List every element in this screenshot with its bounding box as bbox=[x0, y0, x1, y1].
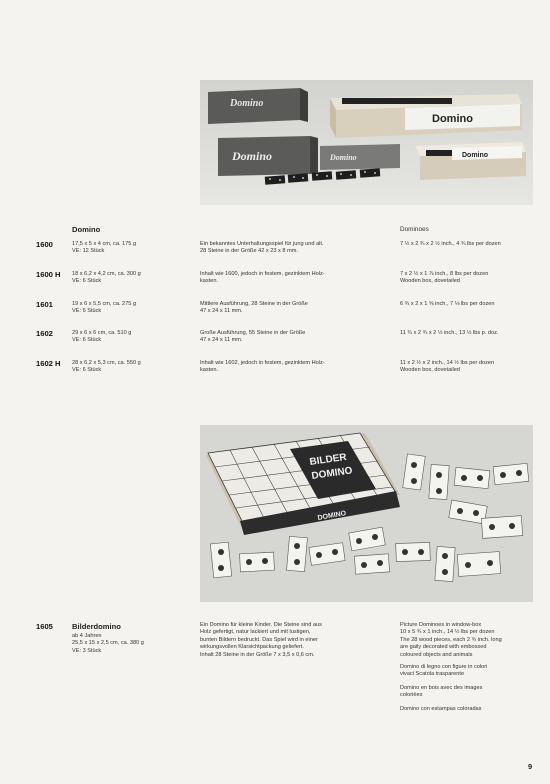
box-label-1: Domino bbox=[230, 98, 264, 109]
section1-title-en: Dominoes bbox=[400, 226, 429, 233]
item-description: Mittlere Ausführung, 28 Steine in der Größe 47 x 24 x 11 mm. bbox=[200, 301, 308, 315]
item-spec: ab 4 Jahren 25,5 x 15 x 2,5 cm, ca. 380 g VE: 3 Stück bbox=[72, 633, 144, 654]
box-title-line1: BILDER bbox=[308, 451, 348, 468]
item-english: 6 ¾ x 2 x 1 ⅝ inch., 7 ⅛ lbs per dozen bbox=[400, 301, 495, 307]
box-label-4: Domino bbox=[462, 152, 489, 159]
svg-text:Domino: Domino bbox=[330, 153, 357, 162]
bilderdomino-photo bbox=[200, 425, 533, 602]
item-spec: 28 x 6,2 x 5,3 cm, ca. 550 g VE: 6 Stück bbox=[72, 360, 141, 374]
item-description: Ein bekanntes Unterhaltungsspiel für jung und alt. 28 Steine in der Größe 42 x 23 x 8 mm. bbox=[200, 241, 324, 255]
section1-title: Domino bbox=[72, 225, 101, 234]
item-code: 1600 H bbox=[36, 270, 61, 279]
box-side-label: DOMINO bbox=[317, 510, 347, 522]
item-english: Picture Dominoes in window-box 10 x 5 ¾ x 1 inch., 14 ½ lbs per dozen The 28 wood pieces, each 2 ¾ inch. long are gaily decorated with embossed coloured objects and animals bbox=[400, 622, 502, 658]
item-english: 11 x 2 ½ x 2 inch., 14 ½ lbs per dozen Wooden box, dovetailed bbox=[400, 360, 495, 374]
item-spec: 17,5 x 5 x 4 cm, ca. 175 g VE: 12 Stück bbox=[72, 241, 137, 255]
box-label-2: Domino bbox=[432, 113, 473, 125]
item-description: Inhalt wie 1600, jedoch in festem, gezinktem Holz- kasten. bbox=[200, 271, 325, 285]
item-spec: 29 x 6 x 6 cm, ca. 510 g VE: 6 Stück bbox=[72, 330, 132, 344]
item-english: 7 ½ x 2 ¾ x 2 ½ inch., 4 ¾ lbs per dozen bbox=[400, 241, 501, 247]
item-english: 11 ¾ x 2 ¾ x 2 ½ inch., 13 ½ lbs p. doz. bbox=[400, 330, 499, 336]
item-spanish: Domino con estampas coloradas bbox=[400, 706, 482, 712]
item-code: 1601 bbox=[36, 300, 53, 309]
item-description: Große Ausführung, 55 Steine in der Größe 47 x 24 x 11 mm. bbox=[200, 330, 306, 344]
item-spec: 18 x 6,2 x 4,2 cm, ca. 300 g VE: 6 Stück bbox=[72, 271, 141, 285]
page-number: 9 bbox=[528, 762, 533, 771]
item-code: 1605 bbox=[36, 622, 53, 631]
item-code: 1602 H bbox=[36, 359, 61, 368]
item-english: 7 x 2 ½ x 1 ⅞ inch., 8 lbs per dozen Wooden box, dovetailed bbox=[400, 271, 489, 285]
item-spec: 19 x 6 x 5,5 cm, ca. 275 g VE: 6 Stück bbox=[72, 301, 137, 315]
item-french: Domino en bois avec des images coloriées bbox=[400, 685, 483, 699]
item-description: Ein Domino für kleine Kinder. Die Steine sind aus Holz gefertigt, natur lackiert und mit lustigen, bunten Bildern bedruckt. Das Spiel wird in einer wirkungsvollen Klarsichtpackung geliefert. Inhalt 28 Steine in der Größe 7 x 3,5 x 0,6 cm. bbox=[200, 622, 322, 658]
section2-title: Bilderdomino bbox=[72, 622, 121, 631]
box-label-3: Domino bbox=[232, 149, 273, 163]
bilderdomino-illustration bbox=[200, 425, 533, 602]
item-description: Inhalt wie 1602, jedoch in festem, gezinktem Holz- kasten. bbox=[200, 360, 325, 374]
item-code: 1600 bbox=[36, 240, 53, 249]
domino-boxes-photo bbox=[200, 80, 533, 205]
item-italian: Domino di legno con figure in colori vivaci Scatola trasparente bbox=[400, 664, 488, 678]
domino-boxes-illustration bbox=[200, 80, 533, 205]
box-title-line2: DOMINO bbox=[310, 465, 354, 482]
item-code: 1602 bbox=[36, 329, 53, 338]
